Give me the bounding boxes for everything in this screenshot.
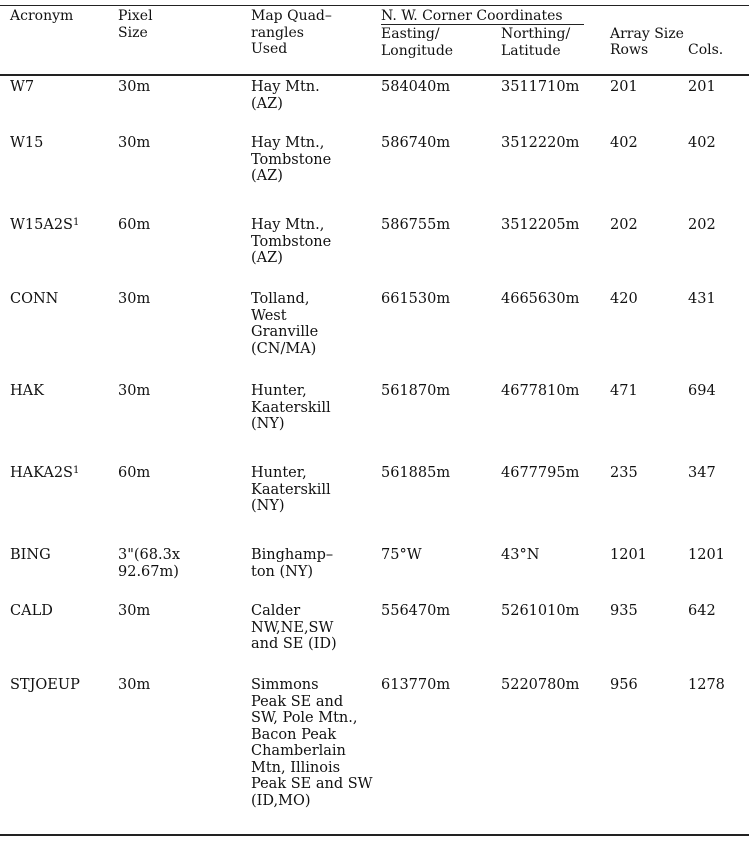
header-nw-corner: N. W. Corner Coordinates bbox=[381, 8, 563, 24]
cell-map: Binghamp– ton (NY) bbox=[251, 547, 334, 580]
cell-rows: 420 bbox=[610, 291, 638, 307]
cell-rows: 402 bbox=[610, 135, 638, 151]
cell-northing: 43°N bbox=[501, 547, 540, 563]
cell-map: Hunter, Kaaterskill (NY) bbox=[251, 383, 331, 432]
top-rule bbox=[0, 5, 749, 6]
header-acronym: Acronym bbox=[10, 8, 74, 24]
bottom-rule bbox=[0, 834, 749, 836]
cell-pixel-size: 3"(68.3x 92.67m) bbox=[118, 547, 181, 580]
header-cols: Cols. bbox=[688, 42, 724, 58]
cell-rows: 201 bbox=[610, 79, 638, 95]
cell-northing: 4677810m bbox=[501, 383, 580, 399]
header-easting: Easting/ Longitude bbox=[381, 26, 454, 59]
cell-cols: 201 bbox=[688, 79, 716, 95]
cell-pixel-size: 30m bbox=[118, 135, 151, 151]
cell-cols: 1278 bbox=[688, 677, 725, 693]
cell-acronym: HAK bbox=[10, 383, 44, 399]
cell-easting: 75°W bbox=[381, 547, 422, 563]
cell-map: Calder NW,NE,SW and SE (ID) bbox=[251, 603, 337, 652]
cell-easting: 661530m bbox=[381, 291, 451, 307]
cell-cols: 202 bbox=[688, 217, 716, 233]
cell-map: Simmons Peak SE and SW, Pole Mtn., Bacon Peak Chamberlain Mtn, Illinois Peak SE and SW (ID,MO) bbox=[251, 677, 373, 809]
cell-acronym: BING bbox=[10, 547, 51, 563]
cell-cols: 347 bbox=[688, 465, 716, 481]
cell-acronym: W15 bbox=[10, 135, 44, 151]
cell-cols: 1201 bbox=[688, 547, 725, 563]
header-northing: Northing/ Latitude bbox=[501, 26, 571, 59]
cell-acronym: CONN bbox=[10, 291, 59, 307]
cell-acronym: $W15A2S^1$ bbox=[10, 217, 80, 233]
cell-pixel-size: 60m bbox=[118, 465, 151, 481]
header-rows: Rows bbox=[610, 42, 649, 58]
cell-pixel-size: 30m bbox=[118, 291, 151, 307]
cell-cols: 402 bbox=[688, 135, 716, 151]
cell-northing: 4665630m bbox=[501, 291, 580, 307]
cell-map: Hay Mtn. (AZ) bbox=[251, 79, 320, 112]
header-rule bbox=[0, 74, 749, 76]
cell-northing: 3512220m bbox=[501, 135, 580, 151]
cell-northing: 4677795m bbox=[501, 465, 580, 481]
footnote-marker: 1 bbox=[73, 465, 80, 476]
cell-rows: 471 bbox=[610, 383, 638, 399]
cell-cols: 431 bbox=[688, 291, 716, 307]
cell-rows: 1201 bbox=[610, 547, 647, 563]
cell-easting: 561870m bbox=[381, 383, 451, 399]
header-array-size: Array Size bbox=[610, 26, 684, 42]
cell-rows: 235 bbox=[610, 465, 638, 481]
cell-map: Hay Mtn., Tombstone (AZ) bbox=[251, 217, 332, 266]
header-pixel-size: Pixel Size bbox=[118, 8, 153, 41]
cell-acronym: STJOEUP bbox=[10, 677, 80, 693]
cell-easting: 586740m bbox=[381, 135, 451, 151]
cell-easting: 561885m bbox=[381, 465, 451, 481]
cell-easting: 584040m bbox=[381, 79, 451, 95]
cell-easting: 556470m bbox=[381, 603, 451, 619]
cell-pixel-size: 60m bbox=[118, 217, 151, 233]
header-map-quadrangles: Map Quad– rangles Used bbox=[251, 8, 332, 57]
cell-easting: 586755m bbox=[381, 217, 451, 233]
cell-northing: 5261010m bbox=[501, 603, 580, 619]
cell-northing: 3511710m bbox=[501, 79, 580, 95]
cell-map: Tolland, West Granville (CN/MA) bbox=[251, 291, 319, 357]
cell-northing: 5220780m bbox=[501, 677, 580, 693]
cell-map: Hunter, Kaaterskill (NY) bbox=[251, 465, 331, 514]
cell-pixel-size: 30m bbox=[118, 79, 151, 95]
cell-cols: 694 bbox=[688, 383, 716, 399]
cell-pixel-size: 30m bbox=[118, 383, 151, 399]
cell-acronym: W7 bbox=[10, 79, 35, 95]
cell-cols: 642 bbox=[688, 603, 716, 619]
cell-rows: 202 bbox=[610, 217, 638, 233]
cell-acronym: $HAKA2S^1$ bbox=[10, 465, 80, 481]
cell-pixel-size: 30m bbox=[118, 677, 151, 693]
footnote-marker: 1 bbox=[72, 217, 80, 228]
cell-pixel-size: 30m bbox=[118, 603, 151, 619]
cell-acronym: CALD bbox=[10, 603, 53, 619]
cell-rows: 956 bbox=[610, 677, 638, 693]
cell-map: Hay Mtn., Tombstone (AZ) bbox=[251, 135, 332, 184]
cell-rows: 935 bbox=[610, 603, 638, 619]
cell-northing: 3512205m bbox=[501, 217, 580, 233]
cell-easting: 613770m bbox=[381, 677, 451, 693]
